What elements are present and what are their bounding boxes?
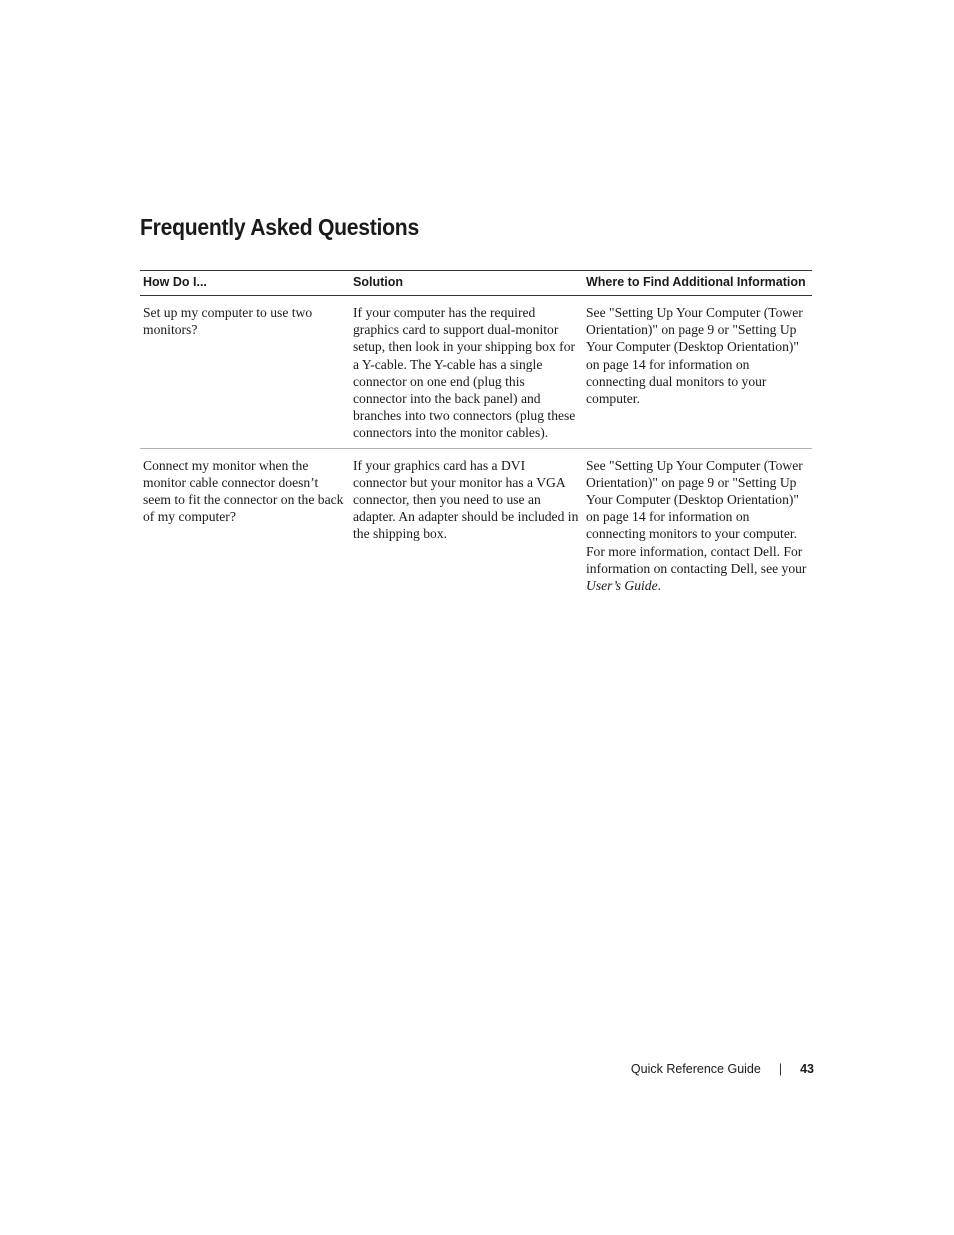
info-end: . xyxy=(657,578,662,594)
solution-cell: If your graphics card has a DVI connector but your monitor has a VGA connector, then you need to use an adapter. An adapter should be included in the shipping box. xyxy=(353,457,579,542)
footer-separator: | xyxy=(778,1062,783,1076)
table-row xyxy=(140,448,812,600)
users-guide-reference: User’s Guide xyxy=(586,578,658,594)
page-title: Frequently Asked Questions xyxy=(140,214,419,240)
info-cell: See "Setting Up Your Computer (Tower Orientation)" on page 9 or "Setting Up Your Computer (Desktop Orientation)" on page 14 for information on connecting dual monitors to your computer. xyxy=(586,305,803,407)
header-additional-info: Where to Find Additional Information xyxy=(586,275,806,289)
info-cell xyxy=(583,448,812,600)
question-cell: Connect my monitor when the monitor cable connector doesn’t seem to fit the connector on the back of my computer? xyxy=(143,457,344,525)
header-solution: Solution xyxy=(353,275,403,289)
faq-table xyxy=(140,270,812,600)
footer-guide-name: Quick Reference Guide xyxy=(630,1062,761,1076)
table-header-row xyxy=(140,271,812,296)
header-how-do-i: How Do I... xyxy=(143,275,207,289)
page-footer xyxy=(631,1062,814,1076)
info-text: See "Setting Up Your Computer (Tower Orientation)" on page 9 or "Setting Up Your Computer (Desktop Orientation)" on page 14 for information on connecting monitors to your computer. For more information, contact Dell. For information on contacting Dell, see your xyxy=(586,457,807,576)
question-cell: Set up my computer to use two monitors? xyxy=(143,305,313,338)
solution-cell: If your computer has the required graphics card to support dual-monitor setup, then look in your shipping box for a Y-cable. The Y-cable has a single connector on one end (plug this connector into the back panel) and branches into two connectors (plug these connectors into the monitor cables). xyxy=(353,305,576,441)
table-row xyxy=(140,296,812,449)
page-number: 43 xyxy=(800,1062,814,1076)
